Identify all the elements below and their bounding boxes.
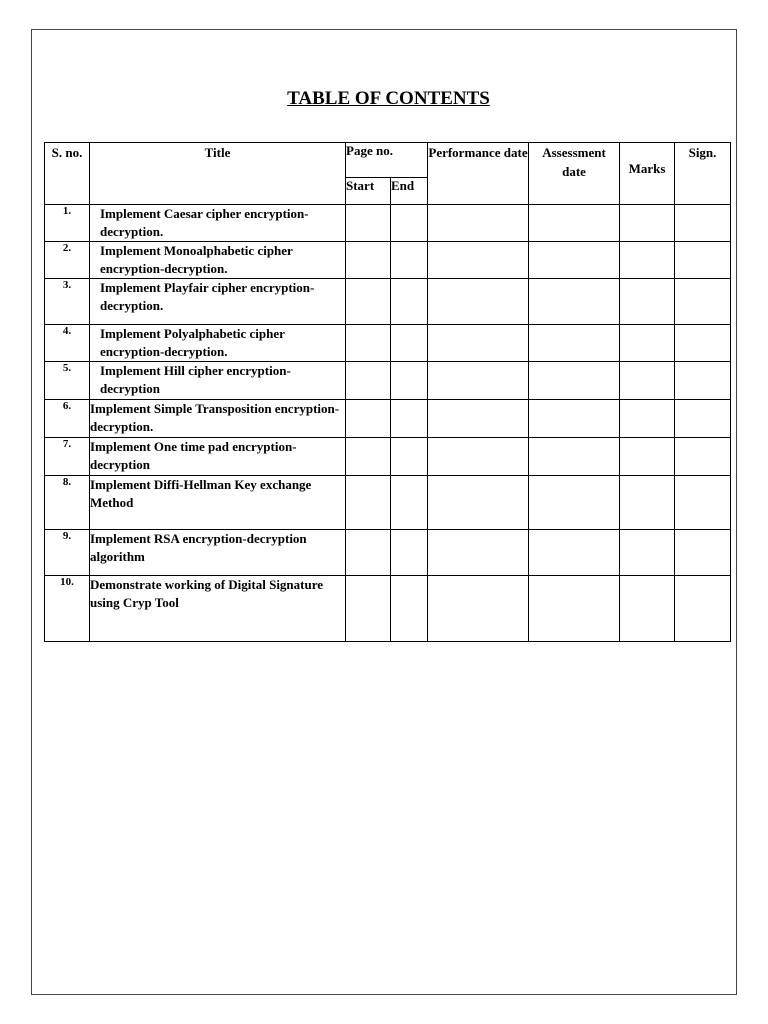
cell-performance-date xyxy=(428,325,529,362)
header-title: Title xyxy=(90,143,346,205)
table-row xyxy=(45,530,731,576)
cell-start xyxy=(346,362,391,400)
row-sno: 10. xyxy=(45,576,90,642)
cell-sign xyxy=(675,530,731,576)
document-title: TABLE OF CONTENTS xyxy=(287,88,490,109)
row-sno: 7. xyxy=(45,438,90,476)
cell-marks xyxy=(620,530,675,576)
cell-start xyxy=(346,476,391,530)
row-sno: 4. xyxy=(45,325,90,362)
cell-end xyxy=(391,279,428,325)
cell-performance-date xyxy=(428,362,529,400)
cell-sign xyxy=(675,205,731,242)
row-sno: 9. xyxy=(45,530,90,576)
row-title: Implement Polyalphabetic cipher encryption-decryption. xyxy=(90,325,346,362)
row-title: Implement Caesar cipher encryption-decryption. xyxy=(90,205,346,242)
row-title: Implement RSA encryption-decryption algorithm xyxy=(90,530,346,576)
cell-sign xyxy=(675,279,731,325)
cell-assessment-date xyxy=(529,325,620,362)
cell-performance-date xyxy=(428,438,529,476)
table-row xyxy=(45,279,731,325)
cell-start xyxy=(346,242,391,279)
cell-start xyxy=(346,205,391,242)
cell-performance-date xyxy=(428,242,529,279)
cell-assessment-date xyxy=(529,400,620,438)
cell-end xyxy=(391,400,428,438)
cell-start xyxy=(346,576,391,642)
header-end: End xyxy=(391,178,428,205)
cell-assessment-date xyxy=(529,242,620,279)
cell-marks xyxy=(620,362,675,400)
cell-end xyxy=(391,576,428,642)
cell-performance-date xyxy=(428,576,529,642)
row-title: Implement Diffi-Hellman Key exchange Method xyxy=(90,476,346,530)
toc-table xyxy=(44,142,731,642)
cell-marks xyxy=(620,576,675,642)
cell-assessment-date xyxy=(529,438,620,476)
table-row xyxy=(45,476,731,530)
cell-performance-date xyxy=(428,400,529,438)
cell-sign xyxy=(675,438,731,476)
cell-start xyxy=(346,400,391,438)
row-title: Implement Monoalphabetic cipher encryption-decryption. xyxy=(90,242,346,279)
cell-sign xyxy=(675,325,731,362)
header-assessment-date: Assessment date xyxy=(529,143,620,205)
cell-assessment-date xyxy=(529,205,620,242)
cell-assessment-date xyxy=(529,576,620,642)
row-title: Implement One time pad encryption-decryption xyxy=(90,438,346,476)
row-sno: 5. xyxy=(45,362,90,400)
table-row xyxy=(45,438,731,476)
cell-end xyxy=(391,205,428,242)
cell-start xyxy=(346,279,391,325)
table-row xyxy=(45,205,731,242)
cell-end xyxy=(391,325,428,362)
row-sno: 8. xyxy=(45,476,90,530)
cell-end xyxy=(391,242,428,279)
row-title: Demonstrate working of Digital Signature using Cryp Tool xyxy=(90,576,346,642)
cell-sign xyxy=(675,476,731,530)
cell-sign xyxy=(675,362,731,400)
table-row xyxy=(45,400,731,438)
cell-sign xyxy=(675,242,731,279)
cell-end xyxy=(391,362,428,400)
cell-marks xyxy=(620,325,675,362)
cell-sign xyxy=(675,400,731,438)
cell-start xyxy=(346,438,391,476)
cell-performance-date xyxy=(428,205,529,242)
cell-marks xyxy=(620,242,675,279)
row-title: Implement Hill cipher encryption-decryption xyxy=(90,362,346,400)
cell-marks xyxy=(620,400,675,438)
cell-end xyxy=(391,438,428,476)
row-sno: 3. xyxy=(45,279,90,325)
cell-marks xyxy=(620,205,675,242)
table-row xyxy=(45,362,731,400)
cell-sign xyxy=(675,576,731,642)
cell-performance-date xyxy=(428,530,529,576)
cell-marks xyxy=(620,476,675,530)
cell-assessment-date xyxy=(529,279,620,325)
cell-marks xyxy=(620,438,675,476)
table-row xyxy=(45,576,731,642)
cell-marks xyxy=(620,279,675,325)
cell-assessment-date xyxy=(529,530,620,576)
cell-start xyxy=(346,530,391,576)
cell-performance-date xyxy=(428,476,529,530)
table-row xyxy=(45,325,731,362)
row-title: Implement Simple Transposition encryption-decryption. xyxy=(90,400,346,438)
header-sno: S. no. xyxy=(45,143,90,205)
row-sno: 1. xyxy=(45,205,90,242)
cell-start xyxy=(346,325,391,362)
cell-performance-date xyxy=(428,279,529,325)
table-row xyxy=(45,242,731,279)
cell-end xyxy=(391,476,428,530)
header-page-no: Page no. xyxy=(346,143,428,178)
cell-end xyxy=(391,530,428,576)
header-start: Start xyxy=(346,178,391,205)
header-performance-date: Performance date xyxy=(428,143,529,205)
row-sno: 6. xyxy=(45,400,90,438)
header-sign: Sign. xyxy=(675,143,731,205)
cell-assessment-date xyxy=(529,476,620,530)
row-title: Implement Playfair cipher encryption-decryption. xyxy=(90,279,346,325)
header-marks: Marks xyxy=(620,143,675,205)
cell-assessment-date xyxy=(529,362,620,400)
row-sno: 2. xyxy=(45,242,90,279)
